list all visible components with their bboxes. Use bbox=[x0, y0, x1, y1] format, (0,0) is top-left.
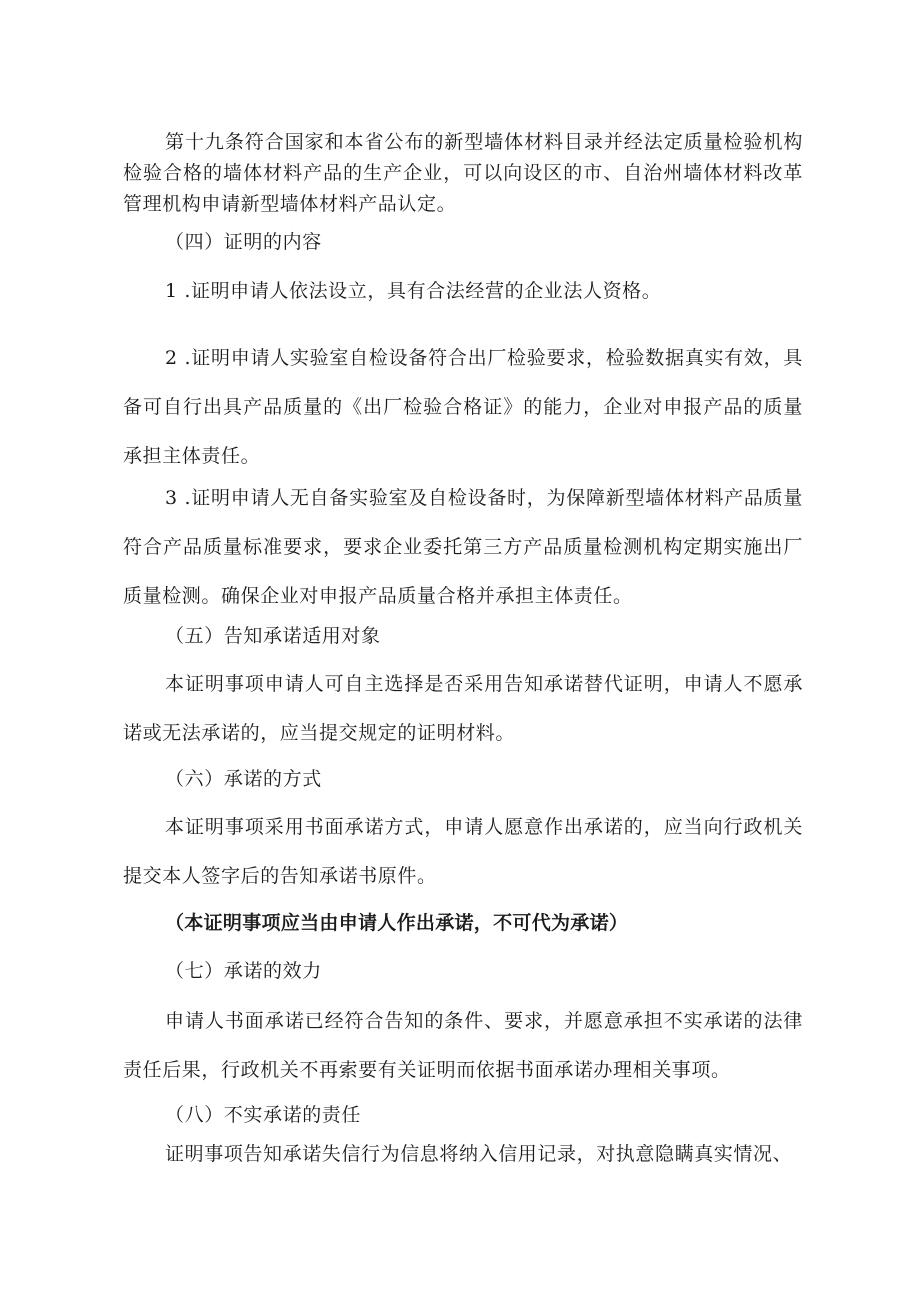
section-6-paragraph: 本证明事项采用书面承诺方式，申请人愿意作出承诺的，应当向行政机关提交本人签字后的告知承诺书原件。 bbox=[123, 816, 803, 887]
section-7-heading: （七）承诺的效力 bbox=[165, 960, 322, 982]
section-5-heading: （五）告知承诺适用对象 bbox=[165, 625, 381, 647]
commitment-note: （本证明事项应当由申请人作出承诺，不可代为承诺） bbox=[165, 912, 629, 934]
article-19-paragraph: 第十九条符合国家和本省公布的新型墙体材料目录并经法定质量检验机构检验合格的墙体材料产品的生产企业，可以向设区的市、自治州墙体材料改革管理机构申请新型墙体材料产品认定。 bbox=[123, 131, 803, 215]
content-item-1: 1 .证明申请人依法设立，具有合法经营的企业法人资格。 bbox=[165, 280, 662, 302]
section-8-paragraph: 证明事项告知承诺失信行为信息将纳入信用记录，对执意隐瞒真实情况、 bbox=[165, 1143, 793, 1165]
content-item-3: 3 .证明申请人无自备实验室及自检设备时，为保障新型墙体材料产品质量符合产品质量标准要求，要求企业委托第三方产品质量检测机构定期实施出厂质量检测。确保企业对申报产品质量合格并承担主体责任。 bbox=[123, 487, 803, 607]
section-8-heading: （八）不实承诺的责任 bbox=[165, 1104, 362, 1126]
section-4-heading: （四）证明的内容 bbox=[165, 231, 322, 253]
section-5-paragraph: 本证明事项申请人可自主选择是否采用告知承诺替代证明，申请人不愿承诺或无法承诺的，应当提交规定的证明材料。 bbox=[123, 673, 803, 744]
section-7-paragraph: 申请人书面承诺已经符合告知的条件、要求，并愿意承担不实承诺的法律责任后果，行政机关不再索要有关证明而依据书面承诺办理相关事项。 bbox=[123, 1010, 803, 1081]
section-6-heading: （六）承诺的方式 bbox=[165, 768, 322, 790]
content-item-2: 2 .证明申请人实验室自检设备符合出厂检验要求，检验数据真实有效，具备可自行出具产品质量的《出厂检验合格证》的能力，企业对申报产品的质量承担主体责任。 bbox=[123, 347, 803, 467]
